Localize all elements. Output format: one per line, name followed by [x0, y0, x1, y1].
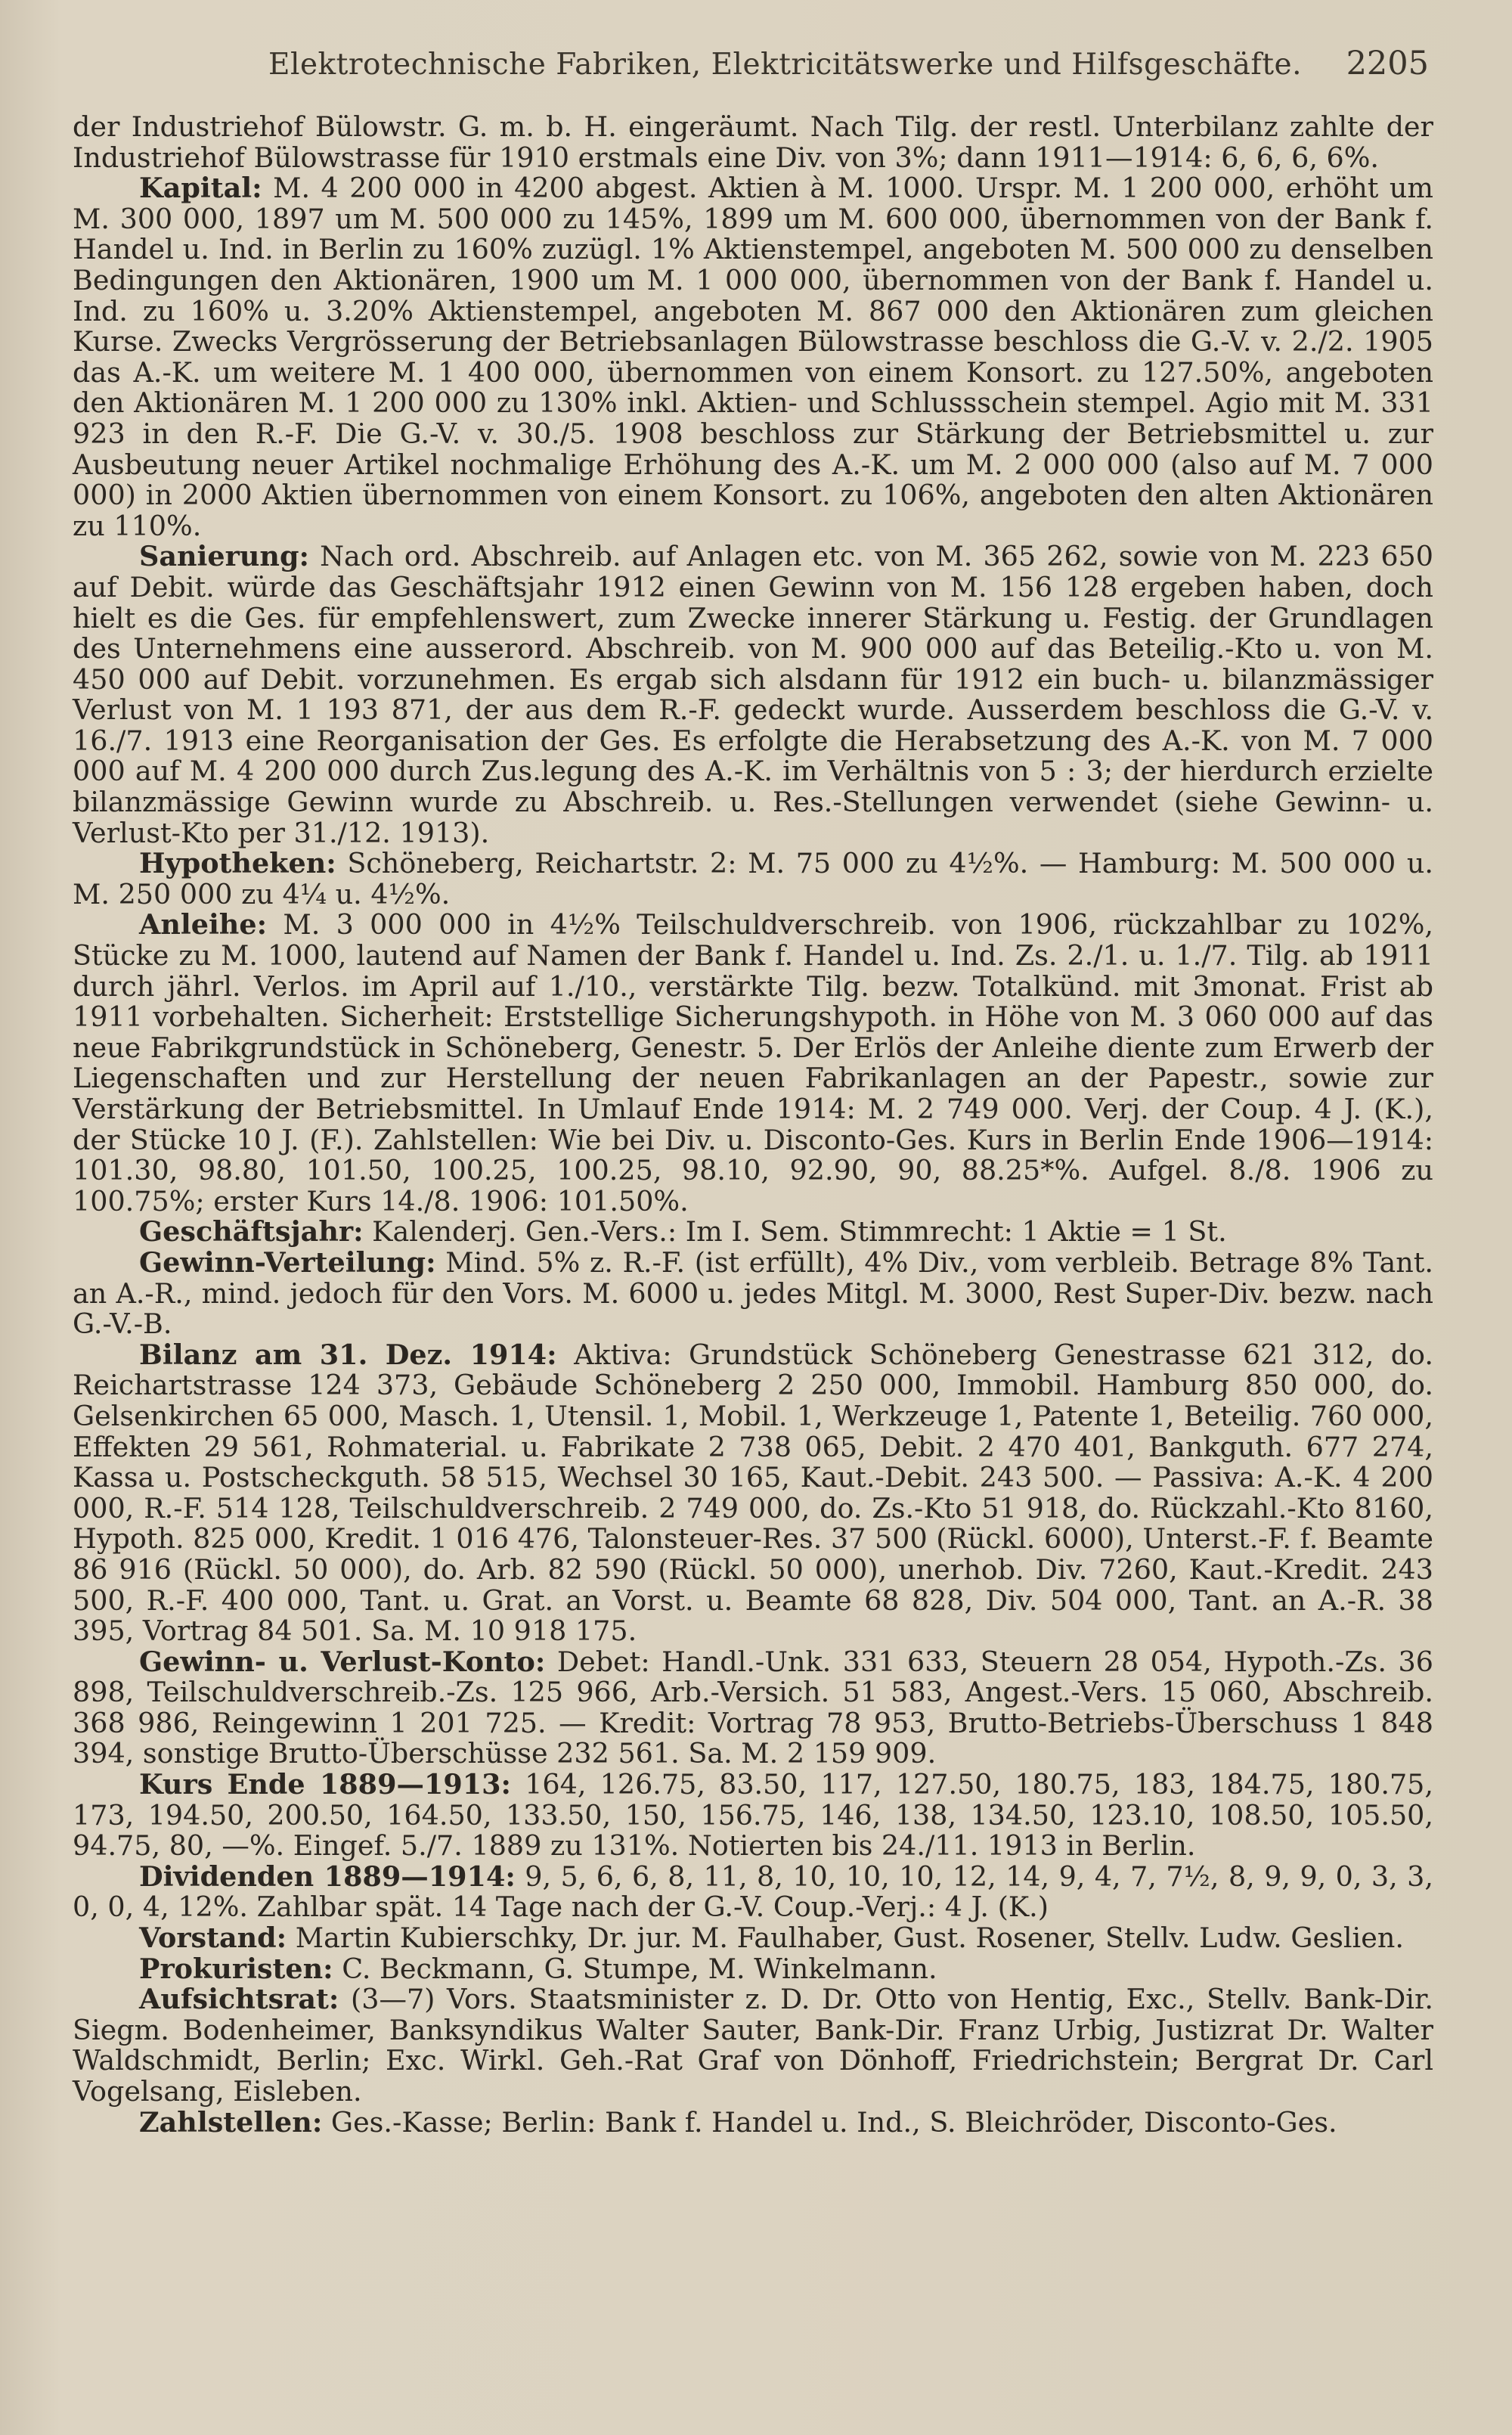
paragraph-geschaeftsjahr: [73, 1217, 1433, 1248]
paragraph-text: Mind. 5% z. R.-F. (ist erfüllt), 4% Div., vom verbleib. Betrage 8% Tant. an A.-R., mind. jedoch für den Vors. M. 6000 u. jedes Mitgl. M. 3000, Rest Super-Div. bezw. nach G.-V.-B.: [73, 1245, 1434, 1341]
section-label: Zahlstellen:: [139, 2105, 323, 2139]
paragraph-text: Aktiva: Grundstück Schöneberg Genestrasse 621 312, do. Reichartstrasse 124 373, Gebäude Schöneberg 2 250 000, Immobil. Hamburg 850 000, do. Gelsenkirchen 65 000, Masch. 1, Utensil. 1, Mobil. 1, Werkzeuge 1, Patente 1, Beteilig. 760 000, Effekten 29 561, Rohmaterial. u. Fabrikate 2 738 065, Debit. 2 470 401, Bankguth. 677 274, Kassa u. Postscheckguth. 58 515, Wechsel 30 165, Kaut.-Debit. 243 500. — Passiva: A.-K. 4 200 000, R.-F. 514 128, Teilschuldverschreib. 2 749 000, do. Zs.-Kto 51 918, do. Rückzahl.-Kto 8160, Hypoth. 825 000, Kredit. 1 016 476, Talonsteuer-Res. 37 500 (Rückl. 6000), Unterst.-F. f. Beamte 86 916 (Rückl. 50 000), do. Arb. 82 590 (Rückl. 50 000), unerhob. Div. 7260, Kaut.-Kredit. 243 500, R.-F. 400 000, Tant. u. Grat. an Vorst. u. Beamte 68 828, Div. 504 000, Tant. an A.-R. 38 395, Vortrag 84 501. Sa. M. 10 918 175.: [73, 1338, 1433, 1648]
paragraph-intro: [73, 112, 1433, 173]
paragraph-kurs: [73, 1770, 1433, 1862]
paragraph-gewinn-verlust: [73, 1647, 1433, 1770]
paragraph-text: 9, 5, 6, 6, 8, 11, 8, 10, 10, 10, 12, 14, 9, 4, 7, 7½, 8, 9, 9, 0, 3, 3, 0, 0, 4, 12%. Zahlbar spät. 14 Tage nach der G.-V. Coup.-Verj.: 4 J. (K.): [73, 1860, 1434, 1924]
paragraph-vorstand: [73, 1923, 1433, 1954]
paragraph-sanierung: [73, 541, 1433, 848]
section-label: Geschäftsjahr:: [139, 1215, 364, 1249]
paragraph-text: Schöneberg, Reichartstr. 2: M. 75 000 zu 4½%. — Hamburg: M. 500 000 u. M. 250 000 zu 4¼ u. 4½%.: [73, 847, 1433, 910]
paragraph-text: Debet: Handl.-Unk. 331 633, Steuern 28 054, Hypoth.-Zs. 36 898, Teilschuldverschreib.-Zs. 125 966, Arb.-Versich. 51 583, Angest.-Vers. 15 060, Abschreib. 368 986, Reingewinn 1 201 725. — Kredit: Vortrag 78 953, Brutto-Betriebs-Überschuss 1 848 394, sonstige Brutto-Überschüsse 232 561. Sa. M. 2 159 909.: [73, 1645, 1433, 1770]
paragraph-text: Ges.-Kasse; Berlin: Bank f. Handel u. Ind., S. Bleichröder, Disconto-Ges.: [330, 2105, 1337, 2139]
paragraph-text: M. 4 200 000 in 4200 abgest. Aktien à M. 1000. Urspr. M. 1 200 000, erhöht um M. 300 000, 1897 um M. 500 000 zu 145%, 1899 um M. 600 000, übernommen von der Bank f. Handel u. Ind. in Berlin zu 160% zuzügl. 1% Aktienstempel, angeboten M. 500 000 zu denselben Bedingungen den Aktionären, 1900 um M. 1 000 000, übernommen von der Bank f. Handel u. Ind. zu 160% u. 3.20% Aktienstempel, angeboten M. 867 000 den Aktionären zum gleichen Kurse. Zwecks Vergrösserung der Betriebsanlagen Bülowstrasse beschloss die G.-V. v. 2./2. 1905 das A.-K. um weitere M. 1 400 000, übernommen von einem Konsort. zu 127.50%, angeboten den Aktionären M. 1 200 000 zu 130% inkl. Aktien- und Schlussschein stempel. Agio mit M. 331 923 in den R.-F. Die G.-V. v. 30./5. 1908 beschloss zur Stärkung der Betriebsmittel u. zur Ausbeutung neuer Artikel nochmalige Erhöhung des A.-K. um M. 2 000 000 (also auf M. 7 000 000) in 2000 Aktien übernommen von einem Konsort. zu 106%, angeboten den alten Aktionären zu 110%.: [73, 172, 1433, 542]
page-number: 2205: [1346, 45, 1429, 82]
paragraph-text: Nach ord. Abschreib. auf Anlagen etc. von M. 365 262, sowie von M. 223 650 auf Debit. würde das Geschäftsjahr 1912 einen Gewinn von M. 156 128 ergeben haben, doch hielt es die Ges. für empfehlenswert, zum Zwecke innerer Stärkung u. Festig. der Grundlagen des Unternehmens eine ausserord. Abschreib. von M. 900 000 auf das Beteilig.-Kto u. von M. 450 000 auf Debit. vorzunehmen. Es ergab sich alsdann für 1912 ein buch- u. bilanzmässiger Verlust von M. 1 193 871, der aus dem R.-F. gedeckt wurde. Ausserdem beschloss die G.-V. v. 16./7. 1913 eine Reorganisation der Ges. Es erfolgte die Herabsetzung des A.-K. von M. 7 000 000 auf M. 4 200 000 durch Zus.legung des A.-K. im Verhältnis von 5 : 3; der hierdurch erzielte bilanzmässige Gewinn wurde zu Abschreib. u. Res.-Stellungen verwendet (siehe Gewinn- u. Verlust-Kto per 31./12. 1913).: [73, 540, 1433, 849]
paragraph-aufsichtsrat: [73, 1984, 1433, 2107]
section-label: Hypotheken:: [139, 847, 336, 880]
section-label: Dividenden 1889—1914:: [139, 1860, 516, 1893]
paragraph-gewinn-verteilung: [73, 1245, 1434, 1341]
section-label: Gewinn- u. Verlust-Konto:: [139, 1645, 546, 1678]
paragraph-zahlstellen: [73, 2105, 1433, 2139]
section-label: Bilanz am 31. Dez. 1914:: [139, 1338, 557, 1371]
section-label: Vorstand:: [139, 1922, 287, 1955]
paragraph-dividenden: [73, 1862, 1433, 1923]
paragraph-text: Kalenderj. Gen.-Vers.: Im I. Sem. Stimmrecht: 1 Aktie = 1 St.: [372, 1215, 1227, 1249]
paragraph-text: C. Beckmann, G. Stumpe, M. Winkelmann.: [342, 1952, 937, 1985]
section-label: Sanierung:: [139, 540, 309, 573]
running-title: Elektrotechnische Fabriken, Elektricitätswerke und Hilfsgeschäfte.: [268, 48, 1303, 82]
paragraph-text: M. 3 000 000 in 4½% Teilschuldverschreib. von 1906, rückzahlbar zu 102%, Stücke zu M. 1000, lautend auf Namen der Bank f. Handel u. Ind. Zs. 2./1. u. 1./7. Tilg. ab 1911 durch jährl. Verlos. im April auf 1./10., verstärkte Tilg. bezw. Totalkünd. mit 3monat. Frist ab 1911 vorbehalten. Sicherheit: Erststellige Sicherungshypoth. in Höhe von M. 3 060 000 auf das neue Fabrikgrundstück in Schöneberg, Genestr. 5. Der Erlös der Anleihe diente zum Erwerb der Liegenschaften und zur Herstellung der neuen Fabrikanlagen an der Papestr., sowie zur Verstärkung der Betriebsmittel. In Umlauf Ende 1914: M. 2 749 000. Verj. der Coup. 4 J. (K.), der Stücke 10 J. (F.). Zahlstellen: Wie bei Div. u. Disconto-Ges. Kurs in Berlin Ende 1906—1914: 101.30, 98.80, 101.50, 100.25, 100.25, 98.10, 92.90, 90, 88.25*%. Aufgel. 8./8. 1906 zu 100.75%; erster Kurs 14./8. 1906: 101.50%.: [73, 908, 1433, 1218]
paragraph-text: 164, 126.75, 83.50, 117, 127.50, 180.75, 183, 184.75, 180.75, 173, 194.50, 200.50, 164.50, 133.50, 150, 156.75, 146, 138, 134.50, 123.10, 108.50, 105.50, 94.75, 80, —%. Eingef. 5./7. 1889 zu 131%. Notierten bis 24./11. 1913 in Berlin.: [73, 1768, 1433, 1863]
paragraph-text: der Industriehof Bülowstr. G. m. b. H. eingeräumt. Nach Tilg. der restl. Unterbilanz zahlte der Industriehof Bülowstrasse für 1910 erstmals eine Div. von 3%; dann 1911—1914: 6, 6, 6, 6%.: [73, 110, 1433, 174]
document-body: [73, 112, 1433, 2138]
paragraph-hypotheken: [73, 848, 1433, 910]
section-label: Aufsichtsrat:: [139, 1983, 339, 2016]
paragraph-text: Martin Kubierschky, Dr. jur. M. Faulhaber, Gust. Rosener, Stellv. Ludw. Geslien.: [295, 1922, 1404, 1955]
section-label: Kapital:: [139, 172, 262, 205]
page-header: [68, 42, 1436, 87]
section-label: Prokuristen:: [139, 1952, 333, 1985]
section-label: Anleihe:: [139, 908, 268, 941]
paragraph-bilanz: [73, 1340, 1433, 1647]
section-label: Gewinn-Verteilung:: [139, 1245, 436, 1279]
paragraph-anleihe: [73, 910, 1433, 1217]
section-label: Kurs Ende 1889—1913:: [139, 1768, 512, 1801]
paragraph-kapital: [73, 173, 1433, 541]
paragraph-text: (3—7) Vors. Staatsminister z. D. Dr. Otto von Hentig, Exc., Stellv. Bank-Dir. Siegm. Bodenheimer, Banksyndikus Walter Sauter, Bank-Dir. Franz Urbig, Justizrat Dr. Walter Waldschmidt, Berlin; Exc. Wirkl. Geh.-Rat Graf von Dönhoff, Friedrichstein; Bergrat Dr. Carl Vogelsang, Eisleben.: [73, 1983, 1434, 2108]
paragraph-prokuristen: [73, 1954, 1433, 1985]
